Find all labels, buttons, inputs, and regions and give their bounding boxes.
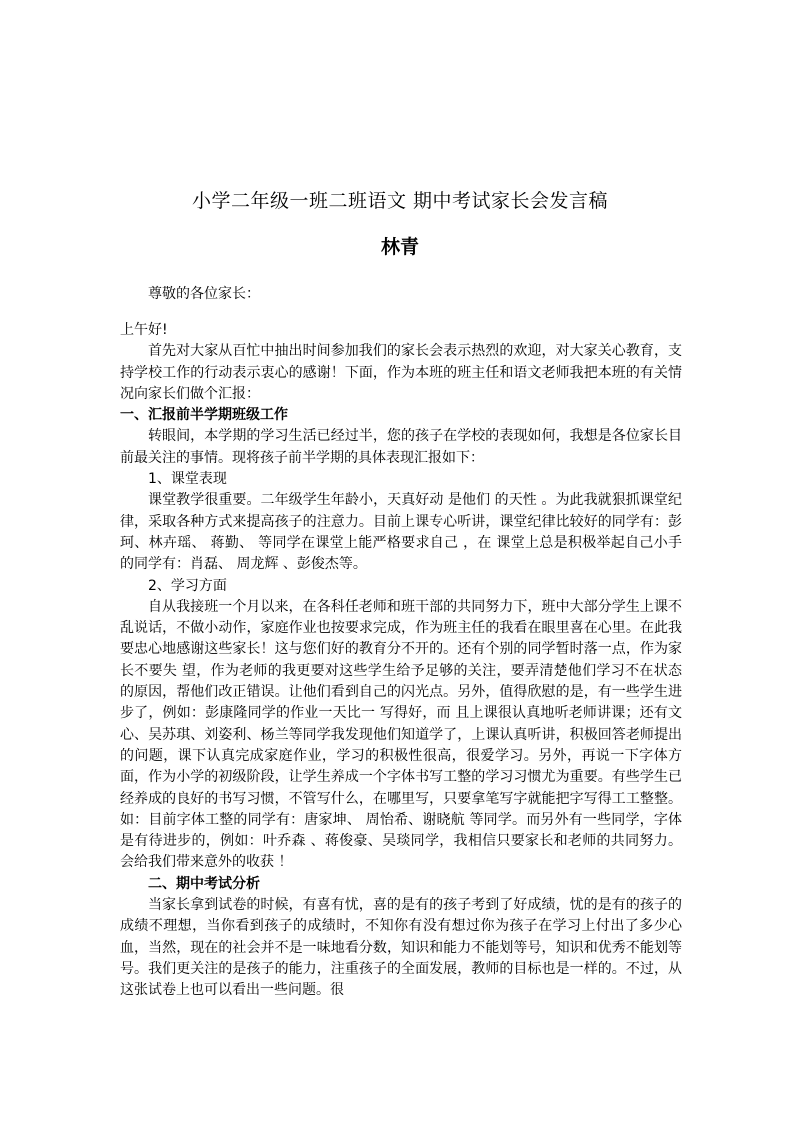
subsection-2-heading: 2、学习方面 [148,577,227,594]
section-2-paragraph: 当家长拿到试卷的时候，有喜有忧，喜的是有的孩子考到了好成绩，忧的是有的孩子的成绩不理想，当你看到孩子的成绩时，不知你有没有想过你为孩子在学习上付出了多少心血，当然，现在的社会并不是一味地看分数，知识和能力不能划等号，知识和优秀不能划等号。我们更关注的是孩子的能力，注重孩子的全面发展，教师的目标也是一样的。不过，从这张试卷上也可以看出一些问题。很 [120,897,682,999]
subsection-1-heading: 1、课堂表现 [148,471,227,488]
greeting: 上午好! [120,322,168,338]
intro-paragraph: 首先对大家从百忙中抽出时间参加我们的家长会表示热烈的欢迎，对大家关心教育，支持学校工作的行动表示衷心的感谢！下面，作为本班的班主任和语文老师我把本班的有关情况向家长们做个汇报： [120,343,682,402]
subsection-1-paragraph: 课堂教学很重要。二年级学生年龄小，天真好动 是他们 的天性 。为此我就狠抓课堂纪律，采取各种方式来提高孩子的注意力。目前上课专心听讲，课堂纪律比较好的同学有：彭珂、林卉瑶、 蒋勤、 等同学在课堂上能严格要求自己 ，在 课堂上总是积极举起自己小手的同学有：肖磊、 周龙辉 、彭俊杰等。 [120,492,682,573]
section-2-heading: 二、期中考试分析 [148,875,260,892]
section-1-intro: 转眼间，本学期的学习生活已经过半，您的孩子在学校的表现如何，我想是各位家长目前最关注的事情。现将孩子前半学期的具体表现汇报如下： [120,428,682,466]
document-title: 小学二年级一班二班语文 期中考试家长会发言稿 [191,190,609,212]
salutation: 尊敬的各位家长： [148,286,260,302]
author-name: 林青 [380,236,419,258]
subsection-2-paragraph: 自从我接班一个月以来，在各科任老师和班干部的共同努力下，班中大部分学生上课不乱说话，不做小动作，家庭作业也按要求完成，作为班主任的我看在眼里喜在心里。在此我要忠心地感谢这些家长！这与您们好的教育分不开的。还有个别的同学暂时落一点，作为家长不要失 望，作为老师的我更要对这些学生给予足够的关注，要弄清楚他们学习不在状态的原因，帮他们改正错误。让他们看到自己的闪光点。另外，值得欣慰的是，有一些学生进步了，例如：彭康隆同学的作业一天比一 写得好，而 且上课很认真地听老师讲课；还有文心、吴苏琪、刘姿利、杨兰等同学我发现他们知道学了，上课认真听讲，积极回答老师提出的问题，课下认真完成家庭作业，学习的积极性很高，很爱学习。另外，再说一下字体方面，作为小学的初级阶段，让学生养成一个字体书写工整的学习习惯尤为重要。有些学生已经养成的良好的书写习惯，不管写什么，在哪里写，只要拿笔写字就能把字写得工工整整。如：目前字体工整的同学有：唐家坤、 周怡希、谢晓航 等同学。而另外有一些同学，字体是有待进步的，例如：叶乔森 、蒋俊豪、吴琰同学，我相信只要家长和老师的共同努力。会给我们带来意外的收获 ！ [120,598,682,871]
section-1-heading: 一、汇报前半学期班级工作 [120,407,288,424]
document-body [120,320,682,1002]
